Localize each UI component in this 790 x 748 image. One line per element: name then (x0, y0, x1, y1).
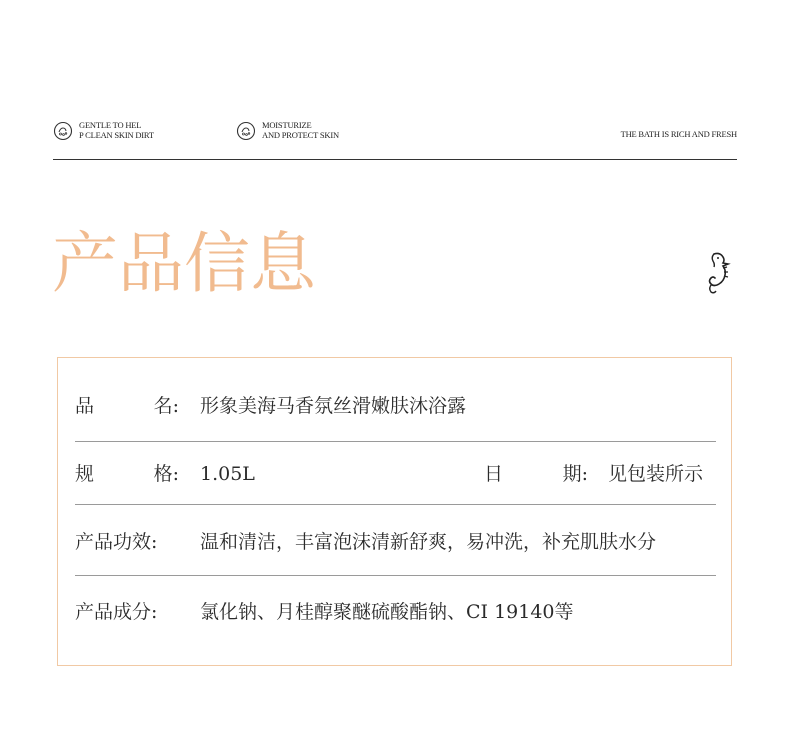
feature-gentle-clean (53, 121, 154, 141)
date-label (484, 454, 588, 494)
row-divider (75, 504, 716, 505)
face-wash-icon (53, 121, 73, 141)
row-effect (75, 522, 716, 562)
seahorse-icon (700, 250, 734, 296)
row-divider (75, 441, 716, 442)
feature-bar (53, 118, 737, 160)
feature-line-2: P CLEAN SKIN DIRT (79, 129, 154, 140)
effect-label: 产品功效: (75, 531, 158, 553)
ingredients-value: 氯化钠、月桂醇聚醚硫酸酯钠、CI 19140等 (200, 601, 574, 623)
feature-moisturize (236, 121, 339, 141)
date-value: 见包装所示 (608, 463, 704, 485)
row-spec-date (75, 454, 716, 494)
row-ingredients (75, 592, 716, 632)
feature-line-2: AND PROTECT SKIN (262, 129, 339, 140)
product-info-panel (57, 357, 732, 666)
face-wash-icon (236, 121, 256, 141)
feature-line-1: MOISTURIZE (262, 120, 312, 130)
label-char: 格: (153, 463, 179, 485)
row-product-name (75, 386, 716, 426)
label-char: 品 (75, 395, 95, 417)
feature-line-1: GENTLE TO HEL (79, 120, 142, 130)
row-divider (75, 575, 716, 576)
label-char: 日 (484, 463, 504, 485)
effect-value: 温和清洁，丰富泡沫清新舒爽，易冲洗，补充肌肤水分 (200, 531, 657, 553)
product-name-label (75, 386, 179, 426)
spec-value: 1.05L (200, 463, 255, 485)
ingredients-label: 产品成分: (75, 601, 158, 623)
page-title: 产品信息 (52, 225, 316, 302)
label-char: 期: (562, 463, 588, 485)
label-char: 规 (75, 463, 95, 485)
label-char: 名: (153, 395, 179, 417)
product-name-value: 形象美海马香氛丝滑嫩肤沐浴露 (200, 395, 467, 417)
header-divider (53, 159, 737, 160)
tagline: THE BATH IS RICH AND FRESH (620, 129, 737, 139)
spec-label (75, 454, 179, 494)
